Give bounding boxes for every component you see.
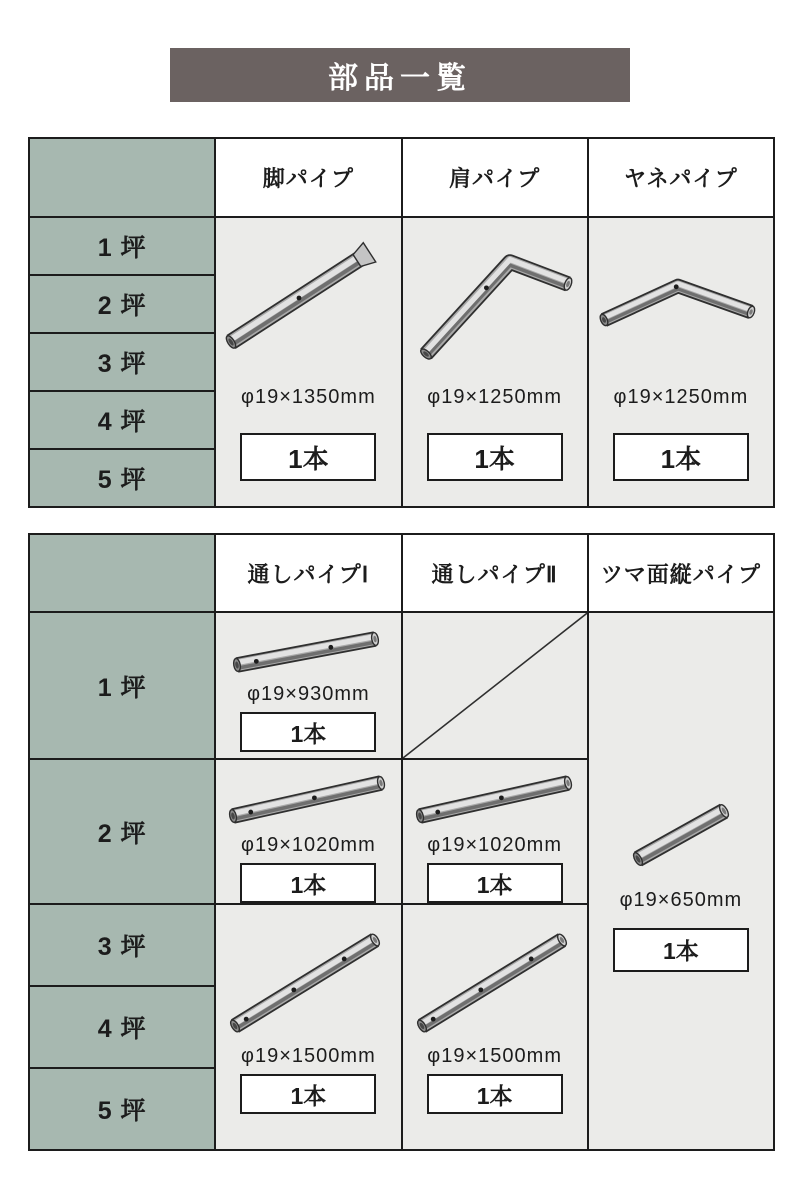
row-label-text: 2 坪 [97, 292, 147, 320]
spec-text: φ19×1250mm [613, 386, 749, 408]
column-header-label: ヤネパイプ [624, 166, 738, 191]
quantity-box [613, 928, 749, 972]
spec-text: φ19×650mm [619, 888, 743, 911]
spec-text: φ19×930mm [247, 683, 370, 705]
row-label-text: 1 坪 [97, 673, 147, 702]
quantity-box [613, 433, 749, 481]
row-label-5tsubo [30, 1069, 214, 1149]
row-label-text: 4 坪 [97, 1015, 147, 1043]
through-pipe1-1tsubo-cell [216, 613, 400, 758]
row-label-3tsubo [30, 905, 214, 985]
row-label-text: 4 坪 [97, 408, 147, 436]
row-label-text: 3 坪 [97, 933, 147, 961]
through-pipe-illustration [223, 770, 393, 828]
table1-header-roof-pipe [589, 139, 773, 216]
quantity-text: 1本 [290, 871, 327, 898]
row-label-1tsubo [30, 218, 214, 274]
table2-corner-cell [30, 535, 214, 611]
quantity-box [240, 712, 376, 752]
column-header-label: 肩パイプ [448, 166, 541, 191]
through-pipe-illustration [223, 625, 393, 677]
quantity-box [240, 1074, 376, 1114]
row-label-4tsubo [30, 392, 214, 448]
row-label-5tsubo [30, 450, 214, 506]
shoulder-pipe-illustration [403, 224, 587, 374]
row-label-text: 5 坪 [97, 1097, 147, 1125]
page-title-bar [170, 48, 630, 102]
through-pipe2-1tsubo-na-cell [403, 613, 587, 758]
column-header-label: 通しパイプⅠ [247, 561, 370, 587]
quantity-box [427, 863, 563, 903]
row-label-text: 1 坪 [97, 234, 147, 262]
row-label-text: 3 坪 [97, 350, 147, 378]
column-header-label: 脚パイプ [262, 166, 355, 191]
column-header-label: ツマ面縦パイプ [600, 561, 762, 587]
quantity-box [427, 433, 563, 481]
table2-header-through-pipe-1 [216, 535, 400, 611]
na-slash [403, 613, 587, 758]
leg-pipe-cell [216, 218, 400, 506]
through-pipe1-2tsubo-cell [216, 760, 400, 903]
row-label-1tsubo [30, 613, 214, 758]
through-pipe2-2tsubo-cell [403, 760, 587, 903]
through-pipe-illustration [410, 927, 580, 1039]
parts-table-main [28, 137, 775, 508]
leg-pipe-illustration [216, 224, 400, 374]
spec-text: φ19×1250mm [427, 386, 562, 408]
tsuma-pipe-illustration [596, 795, 766, 875]
quantity-box [240, 863, 376, 903]
column-header-label: 通しパイプⅡ [431, 561, 558, 587]
tsuma-pipe-cell [589, 613, 773, 1149]
quantity-text: 1本 [474, 443, 515, 474]
quantity-text: 1本 [476, 871, 513, 898]
through-pipe2-3to5tsubo-cell [403, 905, 587, 1149]
quantity-text: 1本 [660, 443, 702, 474]
row-label-2tsubo [30, 276, 214, 332]
page-title: 部品一覧 [328, 62, 472, 95]
roof-pipe-illustration [589, 224, 773, 374]
spec-text: φ19×1020mm [241, 834, 376, 856]
quantity-box [240, 433, 376, 481]
quantity-text: 1本 [288, 443, 329, 474]
through-pipe-illustration [223, 927, 393, 1039]
quantity-text: 1本 [290, 1082, 327, 1109]
spec-text: φ19×1020mm [427, 834, 562, 856]
table1-corner-cell [30, 139, 214, 216]
row-label-3tsubo [30, 334, 214, 390]
table1-header-leg-pipe [216, 139, 400, 216]
row-label-text: 2 坪 [97, 819, 147, 848]
row-label-4tsubo [30, 987, 214, 1067]
quantity-box [427, 1074, 563, 1114]
spec-text: φ19×1350mm [241, 386, 376, 408]
quantity-text: 1本 [476, 1082, 513, 1109]
through-pipe-illustration [410, 770, 580, 828]
through-pipe1-3to5tsubo-cell [216, 905, 400, 1149]
quantity-text: 1本 [662, 938, 699, 964]
row-label-text: 5 坪 [97, 466, 147, 494]
spec-text: φ19×1500mm [241, 1045, 376, 1067]
row-label-2tsubo [30, 760, 214, 903]
spec-text: φ19×1500mm [427, 1045, 562, 1067]
table2-header-through-pipe-2 [403, 535, 587, 611]
table1-header-shoulder-pipe [403, 139, 587, 216]
quantity-text: 1本 [290, 720, 327, 747]
table2-header-tsuma-pipe [589, 535, 773, 611]
roof-pipe-cell [589, 218, 773, 506]
parts-table-through-pipes [28, 533, 775, 1151]
shoulder-pipe-cell [403, 218, 587, 506]
